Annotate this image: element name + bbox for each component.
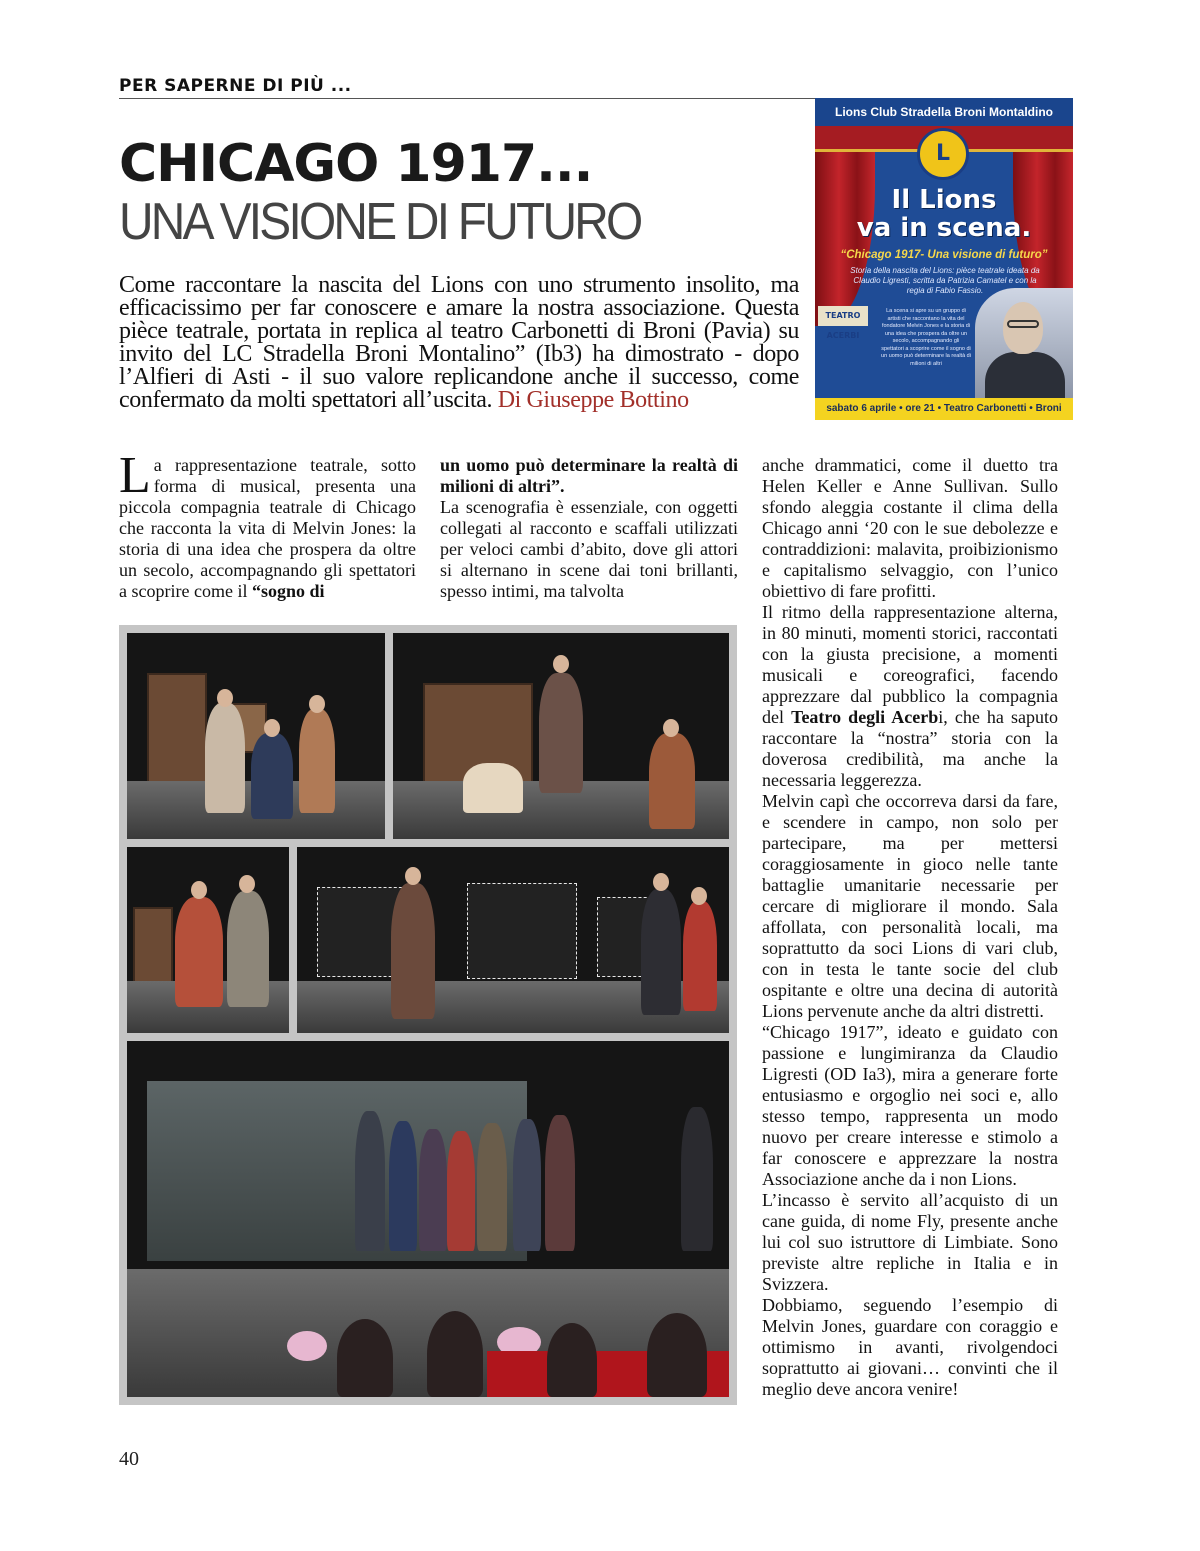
lions-logo-icon: L xyxy=(917,128,969,180)
cast-member xyxy=(477,1123,507,1251)
article-title: CHICAGO 1917... xyxy=(119,134,593,194)
poster-headline-line-2: va in scena. xyxy=(856,213,1032,243)
poster-club-name: Lions Club Stradella Broni Montaldino xyxy=(815,98,1073,126)
actor xyxy=(205,703,245,813)
cast-member xyxy=(447,1131,475,1251)
actor-head xyxy=(217,689,233,707)
teatro-acerbi-logo: TEATRO ACERBI xyxy=(818,306,868,326)
city-skyline-backdrop xyxy=(467,883,577,979)
section-rule xyxy=(119,98,819,99)
article-column-3 xyxy=(762,455,1058,1400)
col3-p2-b: i, che ha saputo raccontare la “nostra” storia con la doverosa credibilità, ma anche la necessaria leggerezza. xyxy=(762,707,1058,790)
poster-event-details: sabato 6 aprile • ore 21 • Teatro Carbonetti • Broni xyxy=(815,398,1073,420)
actor-head xyxy=(405,867,421,885)
cast-member xyxy=(355,1111,385,1251)
article-lead xyxy=(119,274,799,412)
actor xyxy=(539,673,583,793)
presenter xyxy=(681,1107,713,1251)
actor xyxy=(227,891,269,1007)
actor xyxy=(299,709,335,813)
actor-head xyxy=(663,719,679,737)
singer xyxy=(391,883,435,1019)
cast-member xyxy=(513,1119,541,1251)
poster-description: Storia della nascita del Lions: pièce teatrale ideata da Claudio Ligresti, scritta da Patrizia Camatel e con la regia di Fabio Fassio. xyxy=(850,266,1040,295)
paragraph: anche drammatici, come il duetto tra Helen Keller e Anne Sullivan. Sullo sfondo aleggia costante il clima della Chicago anni ‘20 con le sue debolezze e contraddizioni: malavita, proibizionismo e capitalismo selvaggio, con l’unico obiettivo di fare profitti. xyxy=(762,455,1058,601)
article-column-1 xyxy=(119,447,416,602)
col1-bold: “sogno di xyxy=(251,581,325,601)
col2-bold: un uomo può determinare la realtà di milioni di altri xyxy=(440,455,738,496)
portrait-face xyxy=(1003,302,1043,354)
photo-stage-scene-3 xyxy=(127,847,289,1033)
lead-author: Di Giuseppe Bottino xyxy=(497,387,689,413)
paragraph: La scenografia è essenziale, con oggetti collegati al racconto e scaffali utilizzati per veloci cambi d’abito, dove gli attori si alternano in scene dai toni brillanti, spesso intimi, ma talvolta xyxy=(440,497,738,601)
paragraph: “Chicago 1917”, ideato e guidato con passione e lungimiranza da Claudio Ligresti (OD Ia3), mira a generare forte entusiasmo e orgoglio nei soci e, allo stesso tempo, rappresenta un modo nuovo per creare interesse e stimolo a far conoscere e apprezzare la nostra Associazione anche da i non Lions. xyxy=(762,1022,1058,1189)
dropcap: L xyxy=(119,447,151,504)
article-column-2 xyxy=(440,455,738,602)
actor-head xyxy=(653,873,669,891)
paragraph: L’incasso è servito all’acquisto di un cane guida, di nome Fly, presente anche lui col suo istruttore di Limbiate. Sono previste altre repliche in Italia e in Svizzera. xyxy=(762,1190,1058,1294)
cast-member xyxy=(545,1115,575,1251)
audience-member xyxy=(337,1319,393,1397)
photo-stage-scene-2 xyxy=(393,633,729,839)
actor-head xyxy=(553,655,569,673)
col3-p2-a: Il ritmo della rappresentazione alterna, in 80 minuti, momenti storici, raccontati con la giusta precisione, a momenti musicali e coreografici, facendo apprezzare dal pubblico la compagnia del xyxy=(762,602,1058,727)
glasses-icon xyxy=(1007,320,1039,328)
shelf xyxy=(147,673,207,793)
photo-curtain-call xyxy=(127,1041,729,1397)
paragraph: Melvin capì che occorreva darsi da fare, e scendere in campo, non solo per partecipare, ma per mettersi coraggiosamente in gioco nelle tante battaglie umanitarie necessarie per cercare di migliorare il mondo. Sala affollata, con personalità locali, ma soprattutto da soci Lions di vari club, con in testa le tante socie del club ospitante e oltre una decina di autorità Lions pervenute anche da altri distretti. xyxy=(762,791,1058,1021)
poster-body-text: La scena si apre su un gruppo di artisti che raccontano la vita del fondatore Melvin Jones e la storia di una idea che prospera da oltre un secolo, accompagnando gli spettatori a scoprire come il sogno di un uomo può determinare la realtà di milioni di altri xyxy=(881,308,971,367)
actor xyxy=(641,889,681,1015)
actor-head xyxy=(191,881,207,899)
paragraph xyxy=(762,602,1058,791)
actor xyxy=(683,901,717,1011)
lead-text: Come raccontare la nascita del Lions con uno strumento insolito, ma efficacissimo per far conoscere e amare la nostra associazione. Questa pièce teatrale, portata in replica al teatro Carbonetti di Broni (Pavia) su invito del LC Stradella Broni Montalino” (Ib3) ha dimostrato - dopo l’Alfieri di Asti - il suo valore replicandone anche il successo, come confermato da molti spettatori all’uscita. xyxy=(119,272,799,413)
poster-headline xyxy=(815,186,1073,242)
actor xyxy=(175,897,223,1007)
paragraph: Dobbiamo, seguendo l’esempio di Melvin Jones, guardare con coraggio e ottimismo in avanti, rivolgendoci soprattutto ai giovani… convinti che il meglio deve ancora venire! xyxy=(762,1295,1058,1399)
cast-member xyxy=(389,1121,417,1251)
actor xyxy=(251,733,293,819)
paragraph xyxy=(440,455,738,497)
cast-member xyxy=(419,1129,447,1251)
melvin-jones-portrait xyxy=(975,288,1073,398)
actor xyxy=(463,763,523,813)
flower-bouquet xyxy=(287,1331,327,1361)
audience-member xyxy=(427,1311,483,1397)
audience-member xyxy=(547,1323,597,1397)
portrait-suit xyxy=(985,352,1065,398)
paragraph xyxy=(119,447,416,602)
actor-head xyxy=(239,875,255,893)
audience-member xyxy=(647,1313,707,1397)
photo-stage-scene-4 xyxy=(297,847,729,1033)
col1-text: a rappresentazione teatrale, sotto forma di musical, presenta una piccola compagnia teatrale di Chicago che racconta la vita di Melvin Jones: la storia di una idea che prospera da oltre un secolo, accompagnando gli spettatori a scoprire come il xyxy=(119,455,416,601)
col3-p2-bold: Teatro degli Acerb xyxy=(791,707,939,727)
section-label: PER SAPERNE DI PIÙ ... xyxy=(119,76,352,96)
page-number: 40 xyxy=(119,1448,139,1470)
poster-headline-line-1: Il Lions xyxy=(891,185,997,215)
event-poster xyxy=(815,98,1073,420)
actor-head xyxy=(309,695,325,713)
actor xyxy=(649,733,695,829)
actor-head xyxy=(264,719,280,737)
actor-head xyxy=(691,887,707,905)
col2-bold-end: ”. xyxy=(551,476,565,496)
poster-subtitle: “Chicago 1917- Una visione di futuro” xyxy=(840,249,1048,261)
article-subtitle: UNA VISIONE DI FUTURO xyxy=(119,193,641,251)
photo-gallery xyxy=(119,625,737,1405)
photo-stage-scene-1 xyxy=(127,633,385,839)
